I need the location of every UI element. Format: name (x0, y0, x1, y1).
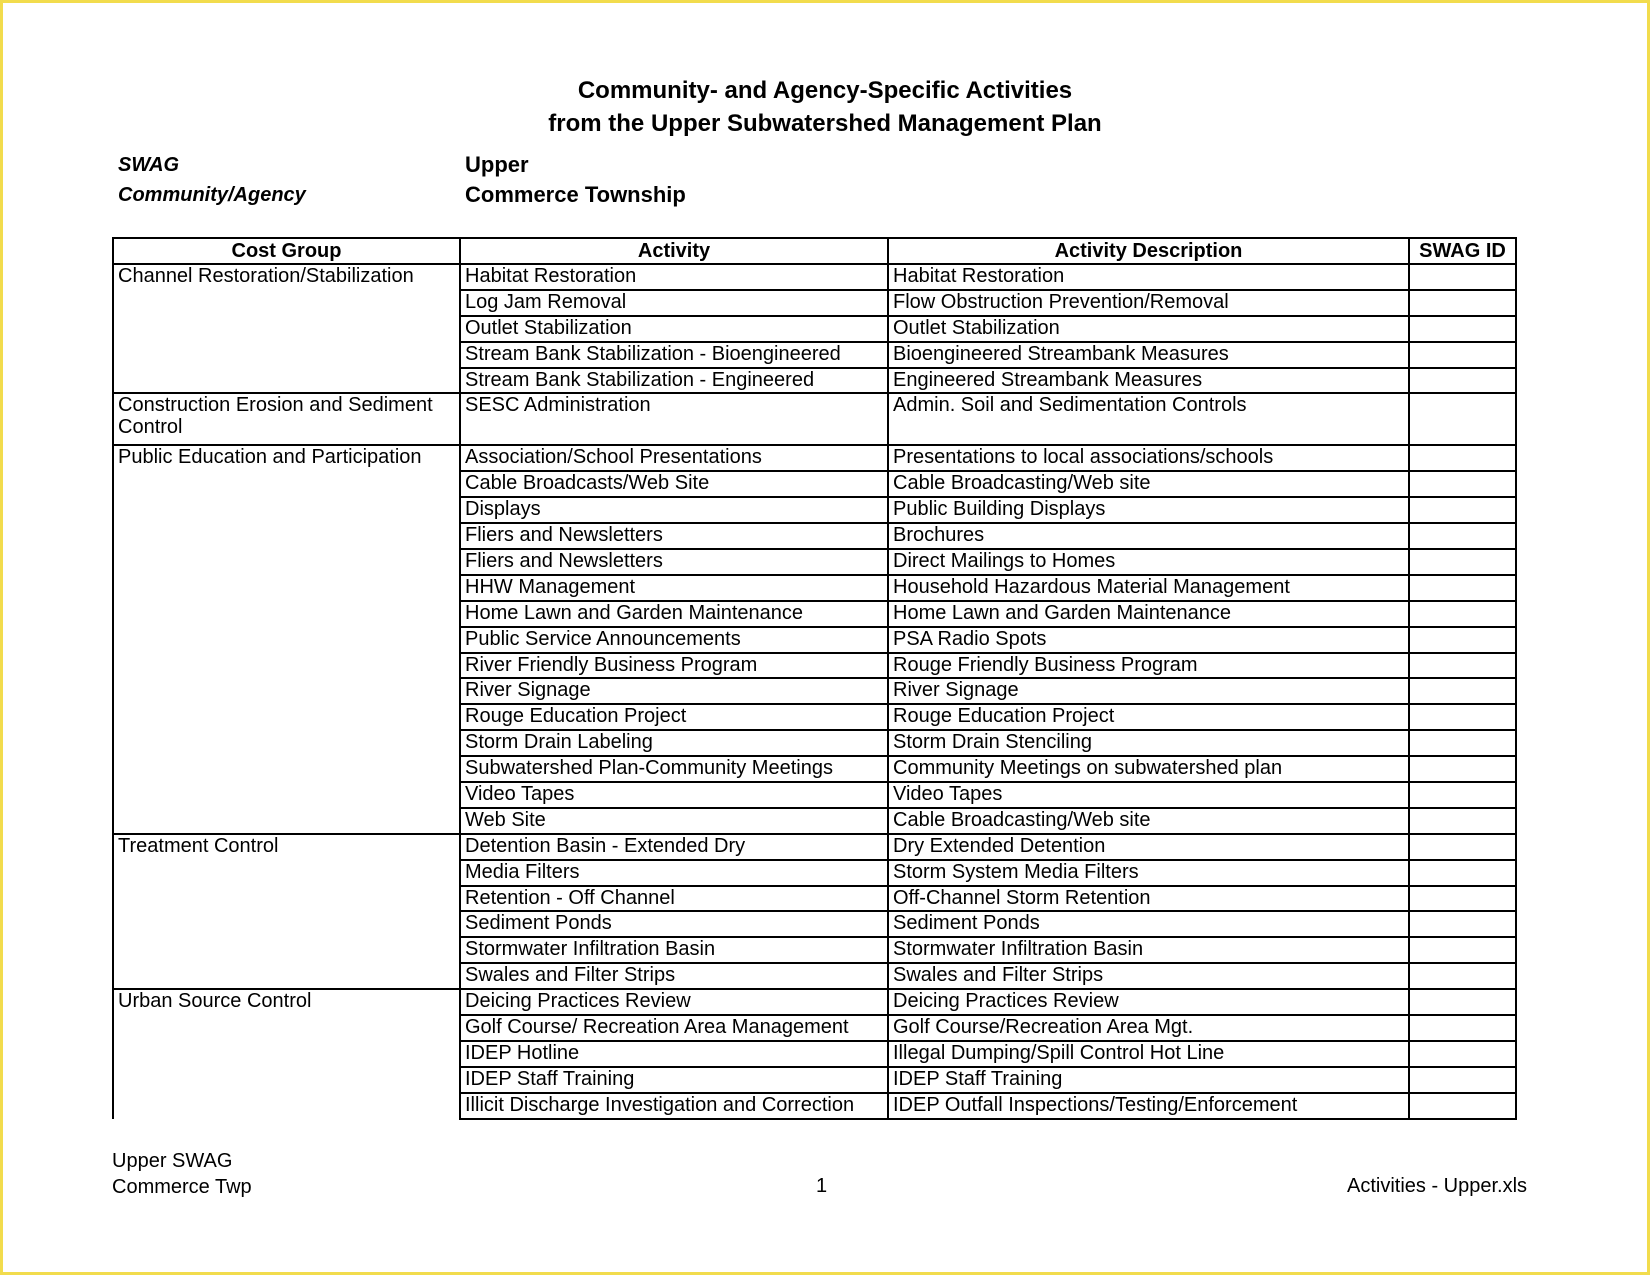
description-cell: Deicing Practices Review (888, 989, 1409, 1015)
table-row (113, 264, 1516, 290)
table-row (113, 989, 1516, 1015)
description-cell: Household Hazardous Material Management (888, 575, 1409, 601)
swag-id-cell (1409, 756, 1516, 782)
swag-id-cell (1409, 1093, 1516, 1119)
description-cell: Stormwater Infiltration Basin (888, 937, 1409, 963)
swag-id-cell (1409, 911, 1516, 937)
swag-id-cell (1409, 445, 1516, 471)
footer-left (112, 1148, 252, 1200)
activity-cell: Retention - Off Channel (460, 886, 888, 912)
swag-id-cell (1409, 860, 1516, 886)
swag-id-cell (1409, 290, 1516, 316)
swag-id-cell (1409, 937, 1516, 963)
activity-cell: River Friendly Business Program (460, 653, 888, 679)
description-cell: Video Tapes (888, 782, 1409, 808)
activity-cell: Storm Drain Labeling (460, 730, 888, 756)
activity-cell: Detention Basin - Extended Dry (460, 834, 888, 860)
swag-id-cell (1409, 264, 1516, 290)
community-label: Community/Agency (118, 184, 306, 206)
description-cell: Golf Course/Recreation Area Mgt. (888, 1015, 1409, 1041)
table-row (113, 393, 1516, 445)
swag-id-cell (1409, 963, 1516, 989)
swag-id-cell (1409, 575, 1516, 601)
activity-cell: Subwatershed Plan-Community Meetings (460, 756, 888, 782)
activity-cell: Habitat Restoration (460, 264, 888, 290)
header-activity: Activity (460, 238, 888, 264)
swag-id-cell (1409, 497, 1516, 523)
swag-id-cell (1409, 653, 1516, 679)
activity-cell: Illicit Discharge Investigation and Correction (460, 1093, 888, 1119)
swag-id-cell (1409, 1015, 1516, 1041)
description-cell: Dry Extended Detention (888, 834, 1409, 860)
description-cell: Brochures (888, 523, 1409, 549)
description-cell: Storm Drain Stenciling (888, 730, 1409, 756)
activity-cell: Stream Bank Stabilization - Bioengineered (460, 342, 888, 368)
header-activity-description: Activity Description (888, 238, 1409, 264)
description-cell: Rouge Friendly Business Program (888, 653, 1409, 679)
activity-cell: IDEP Hotline (460, 1041, 888, 1067)
description-cell: Illegal Dumping/Spill Control Hot Line (888, 1041, 1409, 1067)
page-number: 1 (816, 1175, 828, 1197)
table-body (113, 264, 1516, 1119)
footer-file-name: Activities - Upper.xls (1347, 1175, 1528, 1197)
description-cell: Sediment Ponds (888, 911, 1409, 937)
footer-swag: Upper SWAG (112, 1150, 233, 1172)
description-cell: Cable Broadcasting/Web site (888, 471, 1409, 497)
activity-cell: Displays (460, 497, 888, 523)
swag-id-cell (1409, 549, 1516, 575)
title-line-1: Community- and Agency-Specific Activities (577, 77, 1073, 104)
activity-cell: Home Lawn and Garden Maintenance (460, 601, 888, 627)
activity-cell: Association/School Presentations (460, 445, 888, 471)
description-cell: Home Lawn and Garden Maintenance (888, 601, 1409, 627)
activities-table (112, 237, 1517, 1120)
activity-cell: Cable Broadcasts/Web Site (460, 471, 888, 497)
description-cell: Presentations to local associations/schools (888, 445, 1409, 471)
table-row (113, 834, 1516, 860)
description-cell: Public Building Displays (888, 497, 1409, 523)
swag-id-cell (1409, 730, 1516, 756)
description-cell: IDEP Outfall Inspections/Testing/Enforcement (888, 1093, 1409, 1119)
description-cell: Habitat Restoration (888, 264, 1409, 290)
activity-cell: Media Filters (460, 860, 888, 886)
cost-group-cell: Construction Erosion and Sediment Control (113, 393, 460, 445)
swag-id-cell (1409, 808, 1516, 834)
activity-cell: HHW Management (460, 575, 888, 601)
description-cell: Flow Obstruction Prevention/Removal (888, 290, 1409, 316)
table-header-row (113, 238, 1516, 264)
table-row (113, 445, 1516, 471)
swag-id-cell (1409, 627, 1516, 653)
swag-id-cell (1409, 704, 1516, 730)
description-cell: Storm System Media Filters (888, 860, 1409, 886)
header-swag-id: SWAG ID (1409, 238, 1516, 264)
activity-cell: Stormwater Infiltration Basin (460, 937, 888, 963)
swag-id-cell (1409, 989, 1516, 1015)
activity-cell: Rouge Education Project (460, 704, 888, 730)
description-cell: Cable Broadcasting/Web site (888, 808, 1409, 834)
activity-cell: Outlet Stabilization (460, 316, 888, 342)
swag-id-cell (1409, 1041, 1516, 1067)
swag-id-cell (1409, 834, 1516, 860)
description-cell: PSA Radio Spots (888, 627, 1409, 653)
description-cell: Admin. Soil and Sedimentation Controls (888, 393, 1409, 445)
activity-cell: Fliers and Newsletters (460, 549, 888, 575)
footer-community: Commerce Twp (112, 1176, 252, 1198)
activity-cell: Swales and Filter Strips (460, 963, 888, 989)
activity-cell: Web Site (460, 808, 888, 834)
swag-id-cell (1409, 316, 1516, 342)
description-cell: Bioengineered Streambank Measures (888, 342, 1409, 368)
swag-id-cell (1409, 886, 1516, 912)
swag-value: Upper (465, 152, 529, 177)
description-cell: Outlet Stabilization (888, 316, 1409, 342)
description-cell: Engineered Streambank Measures (888, 368, 1409, 394)
activity-cell: SESC Administration (460, 393, 888, 445)
swag-id-cell (1409, 1067, 1516, 1093)
activity-cell: Sediment Ponds (460, 911, 888, 937)
swag-id-cell (1409, 342, 1516, 368)
activity-cell: Public Service Announcements (460, 627, 888, 653)
cost-group-cell: Urban Source Control (113, 989, 460, 1118)
cost-group-cell: Treatment Control (113, 834, 460, 989)
description-cell: Community Meetings on subwatershed plan (888, 756, 1409, 782)
swag-id-cell (1409, 523, 1516, 549)
swag-id-cell (1409, 678, 1516, 704)
activity-cell: River Signage (460, 678, 888, 704)
document-title (0, 74, 1650, 140)
description-cell: Swales and Filter Strips (888, 963, 1409, 989)
cost-group-cell: Channel Restoration/Stabilization (113, 264, 460, 393)
swag-id-cell (1409, 471, 1516, 497)
swag-id-cell (1409, 393, 1516, 445)
cost-group-cell: Public Education and Participation (113, 445, 460, 833)
description-cell: Off-Channel Storm Retention (888, 886, 1409, 912)
description-cell: Rouge Education Project (888, 704, 1409, 730)
header-cost-group: Cost Group (113, 238, 460, 264)
activity-cell: Golf Course/ Recreation Area Management (460, 1015, 888, 1041)
swag-id-cell (1409, 782, 1516, 808)
activity-cell: Log Jam Removal (460, 290, 888, 316)
activity-cell: Fliers and Newsletters (460, 523, 888, 549)
community-value: Commerce Township (465, 182, 686, 207)
activity-cell: Video Tapes (460, 782, 888, 808)
swag-label: SWAG (118, 154, 180, 176)
description-cell: River Signage (888, 678, 1409, 704)
activity-cell: Deicing Practices Review (460, 989, 888, 1015)
swag-id-cell (1409, 368, 1516, 394)
description-cell: Direct Mailings to Homes (888, 549, 1409, 575)
activity-cell: IDEP Staff Training (460, 1067, 888, 1093)
activity-cell: Stream Bank Stabilization - Engineered (460, 368, 888, 394)
description-cell: IDEP Staff Training (888, 1067, 1409, 1093)
title-line-2: from the Upper Subwatershed Management Plan (548, 110, 1102, 137)
swag-id-cell (1409, 601, 1516, 627)
